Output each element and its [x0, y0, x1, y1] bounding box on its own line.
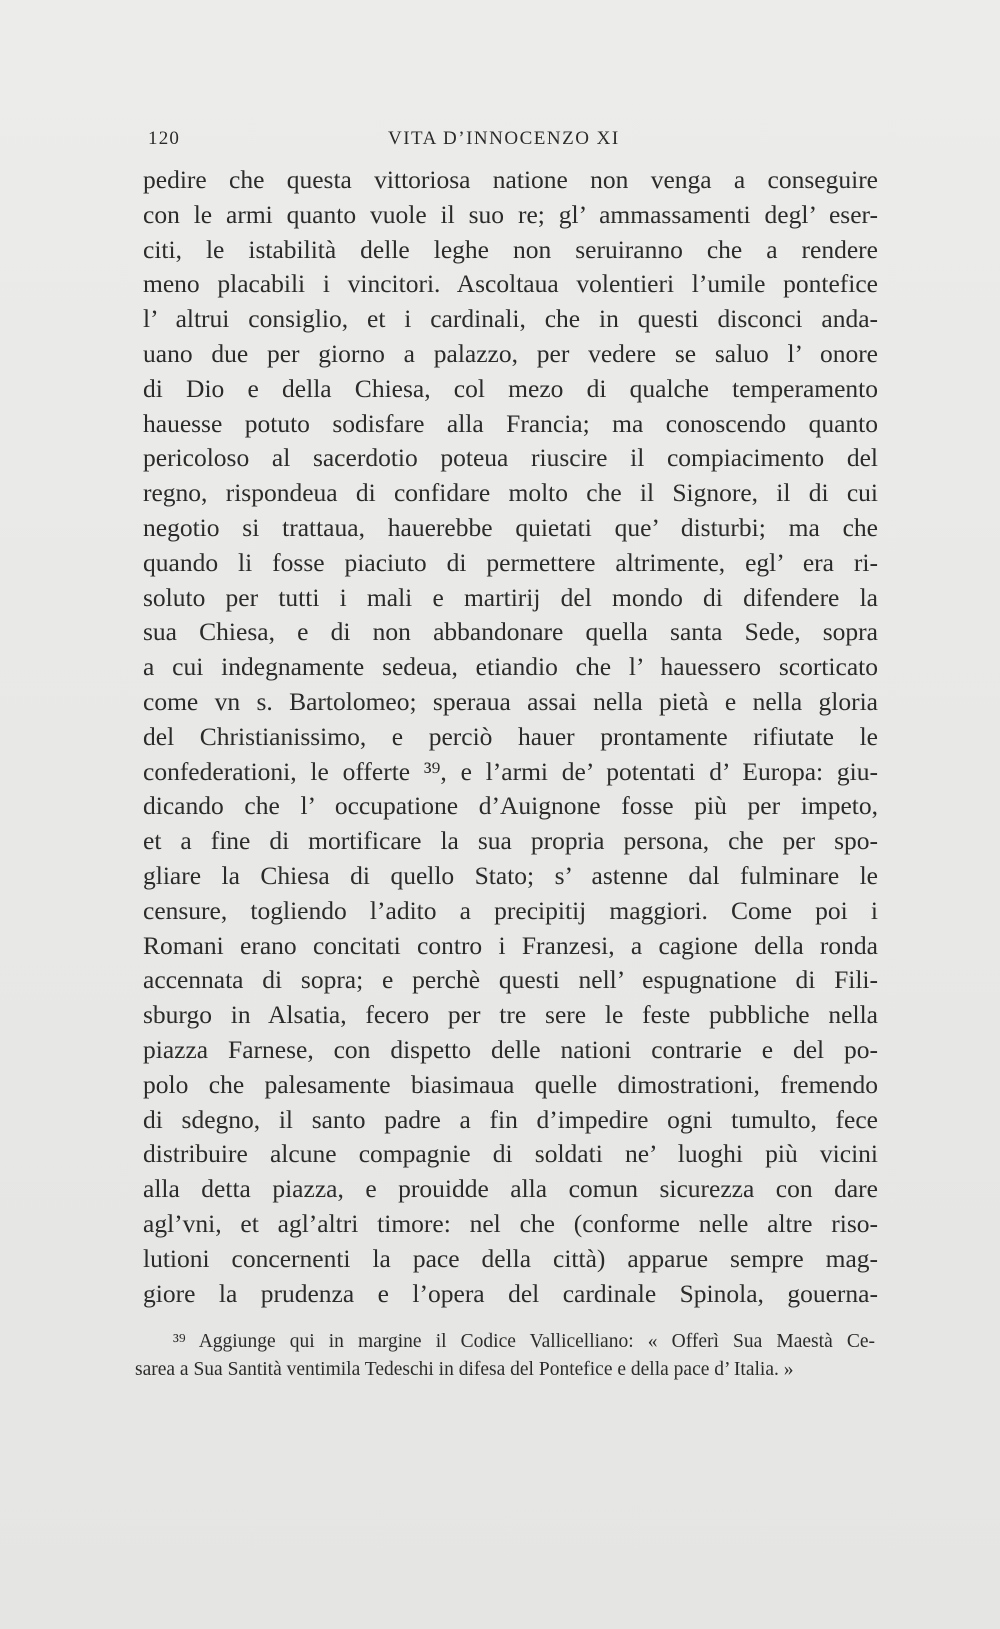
- text-line: lutioni concernenti la pace della città) apparue sempre mag-: [143, 1243, 878, 1273]
- text-line: accennata di sopra; e perchè questi nell’ espugnatione di Fili-: [143, 965, 878, 995]
- text-line: dicando che l’ occupatione d’Auignone fosse più per impeto,: [143, 791, 878, 821]
- text-line: sburgo in Alsatia, fecero per tre sere le feste pubbliche nella: [143, 1000, 878, 1030]
- text-line: hauesse potuto sodisfare alla Francia; ma conoscendo quanto: [143, 408, 878, 438]
- text-line: di sdegno, il santo padre a fin d’impedire ogni tumulto, fece: [143, 1104, 878, 1134]
- text-line: giore la prudenza e l’opera del cardinale Spinola, gouerna-: [143, 1278, 878, 1308]
- text-line: distribuire alcune compagnie di soldati ne’ luoghi più vicini: [143, 1139, 878, 1169]
- text-line: censure, togliendo l’adito a precipitij maggiori. Come poi i: [143, 895, 878, 925]
- text-line: come vn s. Bartolomeo; speraua assai nella pietà e nella gloria: [143, 686, 878, 716]
- text-line: negotio si trattaua, hauerebbe quietati que’ disturbi; ma che: [143, 512, 878, 542]
- footnote-line: ³⁹ Aggiunge qui in margine il Codice Vallicelliano: « Offerì Sua Maestà Ce-: [173, 1331, 875, 1352]
- footnote-line: sarea a Sua Santità ventimila Tedeschi in difesa del Pontefice e della pace d’ Italia. »: [135, 1359, 794, 1380]
- text-line: l’ altrui consiglio, et i cardinali, che in questi disconci anda-: [143, 304, 878, 334]
- text-line: gliare la Chiesa di quello Stato; s’ astenne dal fulminare le: [143, 860, 878, 890]
- text-line: alla detta piazza, e prouidde alla comun sicurezza con dare: [143, 1174, 878, 1204]
- text-line: con le armi quanto vuole il suo re; gl’ ammassamenti degl’ eser-: [143, 199, 878, 229]
- text-line: confederationi, le offerte ³⁹, e l’armi de’ potentati d’ Europa: giu-: [143, 756, 878, 786]
- text-line: pedire che questa vittoriosa natione non venga a conseguire: [143, 165, 878, 194]
- body-text: [143, 163, 878, 1311]
- text-line: Romani erano concitati contro i Franzesi, a cagione della ronda: [143, 930, 878, 960]
- running-title: VITA D’INNOCENZO XI: [388, 128, 620, 149]
- page-number: 120: [148, 128, 181, 149]
- text-line: di Dio e della Chiesa, col mezo di qualche temperamento: [143, 373, 878, 403]
- text-line: citi, le istabilità delle leghe non seruiranno che a rendere: [143, 234, 878, 264]
- footnote: [135, 1328, 875, 1384]
- text-line: pericoloso al sacerdotio poteua riuscire il compiacimento del: [143, 443, 878, 473]
- text-line: polo che palesamente biasimaua quelle dimostrationi, fremendo: [143, 1069, 878, 1099]
- text-line: piazza Farnese, con dispetto delle nationi contrarie e del po-: [143, 1034, 878, 1064]
- page-header: [148, 128, 878, 152]
- text-line: del Christianissimo, e perciò hauer prontamente rifiutate le: [143, 721, 878, 751]
- text-line: regno, rispondeua di confidare molto che il Signore, il di cui: [143, 478, 878, 508]
- text-line: sua Chiesa, e di non abbandonare quella santa Sede, sopra: [143, 617, 878, 647]
- text-line: et a fine di mortificare la sua propria persona, che per spo-: [143, 826, 878, 856]
- text-line: agl’vni, et agl’altri timore: nel che (conforme nelle altre riso-: [143, 1208, 878, 1238]
- text-line: quando li fosse piaciuto di permettere altrimente, egl’ era ri-: [143, 547, 878, 577]
- text-line: meno placabili i vincitori. Ascoltaua volentieri l’umile pontefice: [143, 269, 878, 299]
- text-line: soluto per tutti i mali e martirij del mondo di difendere la: [143, 582, 878, 612]
- text-line: a cui indegnamente sedeua, etiandio che l’ hauessero scorticato: [143, 652, 878, 682]
- text-line: uano due per giorno a palazzo, per vedere se saluo l’ onore: [143, 338, 878, 368]
